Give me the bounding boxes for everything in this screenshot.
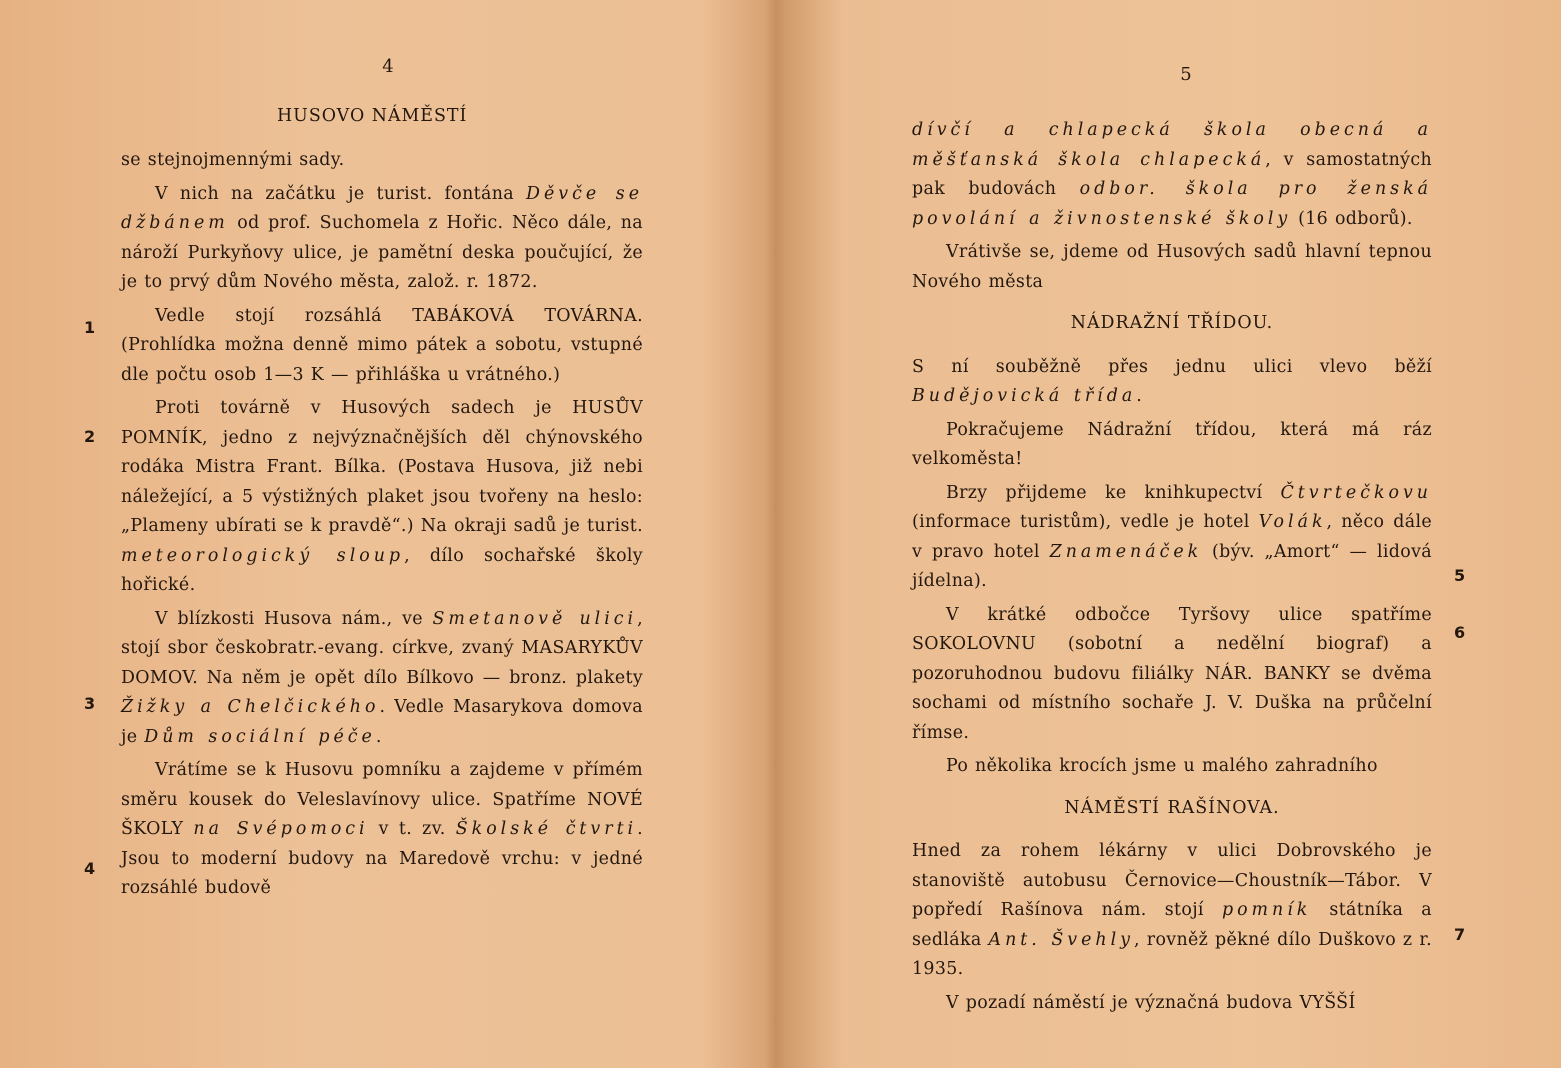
emphasized-text: Děvče se džbánem xyxy=(121,183,644,233)
margin-number: 3 xyxy=(84,694,96,713)
paragraph: Pokračujeme Nádražní třídou, která má ráz velkoměsta! xyxy=(912,419,1432,469)
emphasized-text: na Svépomoci xyxy=(193,819,369,839)
paragraph: Hned za rohem lékárny v ulici Dobrovského je stanoviště autobusu Černovice—Choustník—Tábor. V popředí Rašínova nám. stojí pomník státníka a sedláka Ant. Švehly, rovněž pěkné dílo Duškovo z r. 1935. xyxy=(912,841,1432,979)
margin-number: 6 xyxy=(1454,623,1466,642)
margin-number: 2 xyxy=(84,427,96,446)
paragraph: Vrátivše se, jdeme od Husových sadů hlavní tepnou Nového města xyxy=(912,242,1432,292)
paragraph: dívčí a chlapecká škola obecná a měšťanská škola chlapecká, v samostatných pak budovách odbor. škola pro ženská povolání a živnostenské školy (16 odborů). xyxy=(912,120,1433,229)
emphasized-text: pomník xyxy=(1221,900,1312,920)
emphasized-text: Čtvrtečkovu xyxy=(1280,482,1432,503)
emphasized-text: Žižky a Chelčického xyxy=(121,697,380,717)
emphasized-text: Ant. Švehly xyxy=(988,929,1134,950)
emphasized-text: meteorologický sloup xyxy=(121,545,405,566)
emphasized-text: Znamenáček xyxy=(1049,541,1203,562)
paragraph: S ní souběžně přes jednu ulici vlevo běží Budějovická třída. xyxy=(912,356,1432,406)
paragraph: V pozadí náměstí je význačná budova VYŠŠÍ xyxy=(946,992,1356,1013)
emphasized-text: Dům sociální péče xyxy=(144,726,376,747)
right-page xyxy=(782,0,1561,1068)
margin-number: 5 xyxy=(1454,566,1466,585)
section-heading: NÁMĚSTÍ RAŠÍNOVA. xyxy=(1064,797,1280,818)
emphasized-text: Smetanově ulici xyxy=(432,608,638,629)
paragraph: Po několika krocích jsme u malého zahradního xyxy=(946,756,1378,776)
section-heading: NÁDRAŽNÍ TŘÍDOU. xyxy=(1070,313,1274,333)
emphasized-text: odbor. škola pro ženská povolání a živnostenské školy xyxy=(912,179,1433,229)
paragraph: V krátké odbočce Tyršovy ulice spatříme SOKOLOVNU (sobotní a nedělní biograf) a pozoruhodnou budovu filiálky NÁR. BANKY se dvěma sochami od místního sochaře J. V. Duška na průčelní římse. xyxy=(912,604,1432,743)
margin-number: 4 xyxy=(84,859,96,878)
paragraph: se stejnojmennými sady. xyxy=(121,150,345,170)
paragraph: V blízkosti Husova nám., ve Smetanově ulici, stojí sbor českobratr.-evang. církve, zvaný MASARYKŮV DOMOV. Na něm je opět dílo Bílkovo — bronz. plakety Žižky a Chelčického. Vedle Masarykova domova je Dům sociální péče. xyxy=(121,608,643,747)
paragraph: Proti továrně v Husových sadech je HUSŮV POMNÍK, jedno z nejvýznačnějších děl chýnovského rodáka Mistra Frant. Bílka. (Postava Husova, již nebi náležející, a 5 výstižných plaket jsou tvořeny na heslo: „Plameny ubírati se k pravdě“.) Na okraji sadů je turist. meteorologický sloup, dílo sochařské školy hořické. xyxy=(121,398,643,595)
margin-number: 1 xyxy=(84,318,96,337)
paragraph: Vrátíme se k Husovu pomníku a zajdeme v přímém směru kousek do Veleslavínovy ulice. Spatříme NOVÉ ŠKOLY na Svépomoci v t. zv. Školské čtvrti. Jsou to moderní budovy na Maredově vrchu: v jedné rozsáhlé budově xyxy=(121,760,644,898)
emphasized-text: dívčí a chlapecká škola obecná a měšťanská škola chlapecká xyxy=(912,120,1432,170)
left-page xyxy=(0,0,775,1068)
right-page-text xyxy=(912,116,1432,1018)
section-heading: HUSOVO NÁMĚSTÍ xyxy=(277,106,468,126)
paragraph: Vedle stojí rozsáhlá TABÁKOVÁ TOVÁRNA. (Prohlídka možna denně mimo pátek a sobotu, vstupné dle počtu osob 1—3 K — přihláška u vrátného.) xyxy=(121,305,643,385)
page-number: 5 xyxy=(1180,64,1192,85)
left-page-text xyxy=(121,146,643,904)
paragraph: Brzy přijdeme ke knihkupectví Čtvrtečkovu (informace turistům), vedle je hotel Volák, něco dále v pravo hotel Znamenáček (býv. „Amort“ — lidová jídelna). xyxy=(912,482,1432,591)
emphasized-text: Školské čtvrti xyxy=(455,819,638,839)
margin-number: 7 xyxy=(1454,925,1466,944)
emphasized-text: Budějovická třída xyxy=(912,386,1137,406)
paragraph: V nich na začátku je turist. fontána Děvče se džbánem od prof. Suchomela z Hořic. Něco dále, na nároží Purkyňovy ulice, je pamětní deska poučující, že je to prvý dům Nového města, založ. r. 1872. xyxy=(121,183,644,292)
page-number: 4 xyxy=(382,56,394,77)
emphasized-text: Volák xyxy=(1258,512,1327,532)
